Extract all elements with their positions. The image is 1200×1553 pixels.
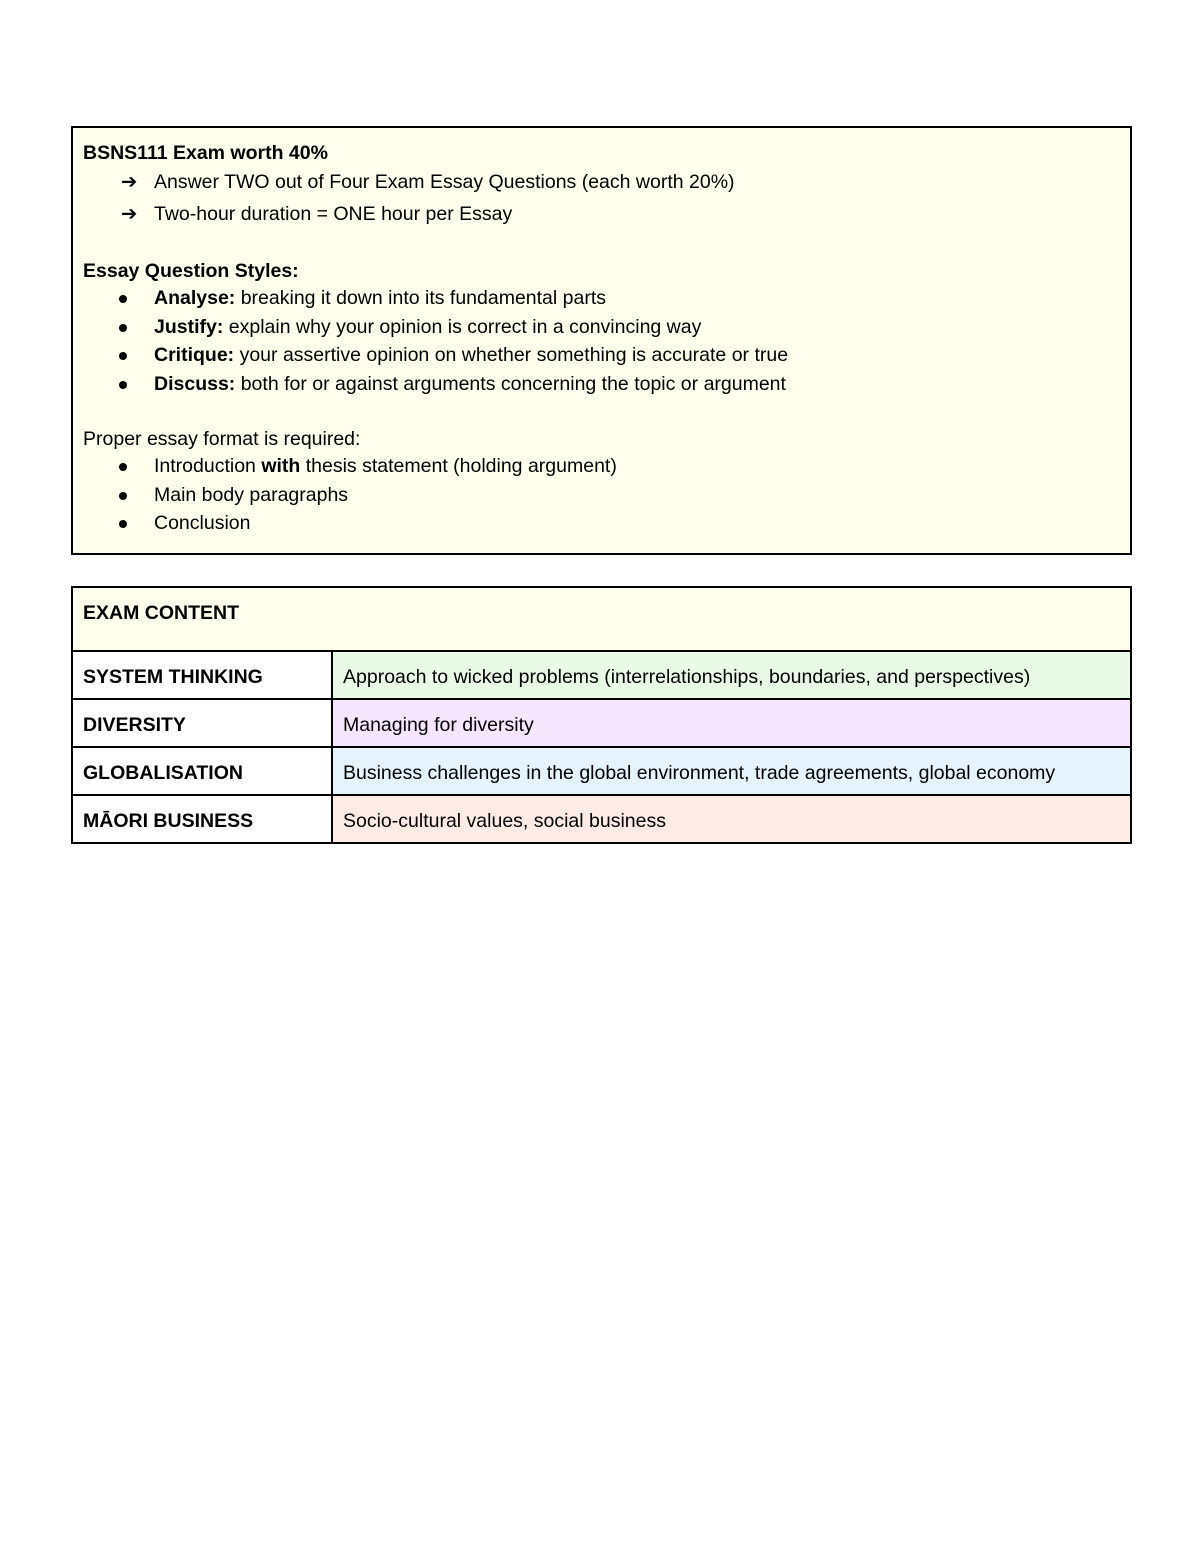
essay-style-item	[83, 284, 1120, 313]
bullet-icon	[119, 324, 127, 332]
exam-rule-item	[83, 198, 1120, 230]
essay-style-item	[83, 370, 1120, 399]
exam-content-table	[71, 586, 1132, 844]
essay-style-term: Critique:	[154, 344, 235, 366]
exam-rule-item	[83, 166, 1120, 198]
essay-style-desc: both for or against arguments concerning the topic or argument	[235, 372, 786, 395]
bullet-icon	[119, 352, 127, 360]
exam-content-header: EXAM CONTENT	[72, 587, 1131, 651]
essay-style-desc: explain why your opinion is correct in a convincing way	[223, 315, 702, 338]
essay-style-term: Discuss:	[154, 372, 236, 395]
bullet-icon	[119, 463, 127, 471]
exam-rule-text: Two-hour duration = ONE hour per Essay	[154, 203, 513, 225]
arrow-icon: ➔	[121, 203, 138, 225]
essay-format-item	[83, 452, 1120, 481]
format-item-text: Introduction	[154, 455, 262, 477]
essay-format-title: Proper essay format is required:	[83, 428, 361, 450]
essay-style-item	[83, 341, 1120, 370]
description-cell: Socio-cultural values, social business	[332, 795, 1131, 843]
topic-cell: SYSTEM THINKING	[72, 651, 332, 699]
essay-format-list	[83, 452, 1120, 538]
exam-rule-text: Answer TWO out of Four Exam Essay Questions (each worth 20%)	[154, 171, 735, 193]
format-item-text-end: thesis statement (holding argument)	[300, 455, 617, 477]
topic-cell: GLOBALISATION	[72, 747, 332, 795]
table-row	[72, 651, 1131, 699]
description-cell: Business challenges in the global environment, trade agreements, global economy	[332, 747, 1131, 795]
essay-format-item	[83, 509, 1120, 538]
bullet-icon	[119, 295, 127, 303]
topic-cell: MĀORI BUSINESS	[72, 795, 332, 843]
essay-style-item	[83, 313, 1120, 342]
topic-cell: DIVERSITY	[72, 699, 332, 747]
arrow-icon: ➔	[121, 171, 138, 193]
table-row	[72, 795, 1131, 843]
table-row	[72, 747, 1131, 795]
description-cell: Approach to wicked problems (interrelationships, boundaries, and perspectives)	[332, 651, 1131, 699]
exam-title: BSNS111 Exam worth 40%	[83, 142, 328, 164]
essay-style-desc: breaking it down into its fundamental parts	[235, 287, 607, 309]
exam-rules-list	[83, 166, 1120, 230]
table-header-row	[72, 587, 1131, 651]
essay-styles-title: Essay Question Styles:	[83, 260, 299, 282]
format-item-text: Conclusion	[154, 512, 251, 534]
bullet-icon	[119, 381, 127, 389]
exam-info-box	[71, 126, 1132, 555]
format-item-bold: with	[261, 455, 301, 477]
essay-styles-list	[83, 284, 1120, 398]
table-row	[72, 699, 1131, 747]
essay-style-term: Justify:	[154, 315, 224, 338]
bullet-icon	[119, 520, 127, 528]
essay-format-item	[83, 481, 1120, 510]
bullet-icon	[119, 492, 127, 500]
format-item-text: Main body paragraphs	[154, 483, 349, 506]
description-cell: Managing for diversity	[332, 699, 1131, 747]
essay-style-term: Analyse:	[154, 287, 236, 309]
essay-style-desc: your assertive opinion on whether something is accurate or true	[234, 344, 789, 366]
